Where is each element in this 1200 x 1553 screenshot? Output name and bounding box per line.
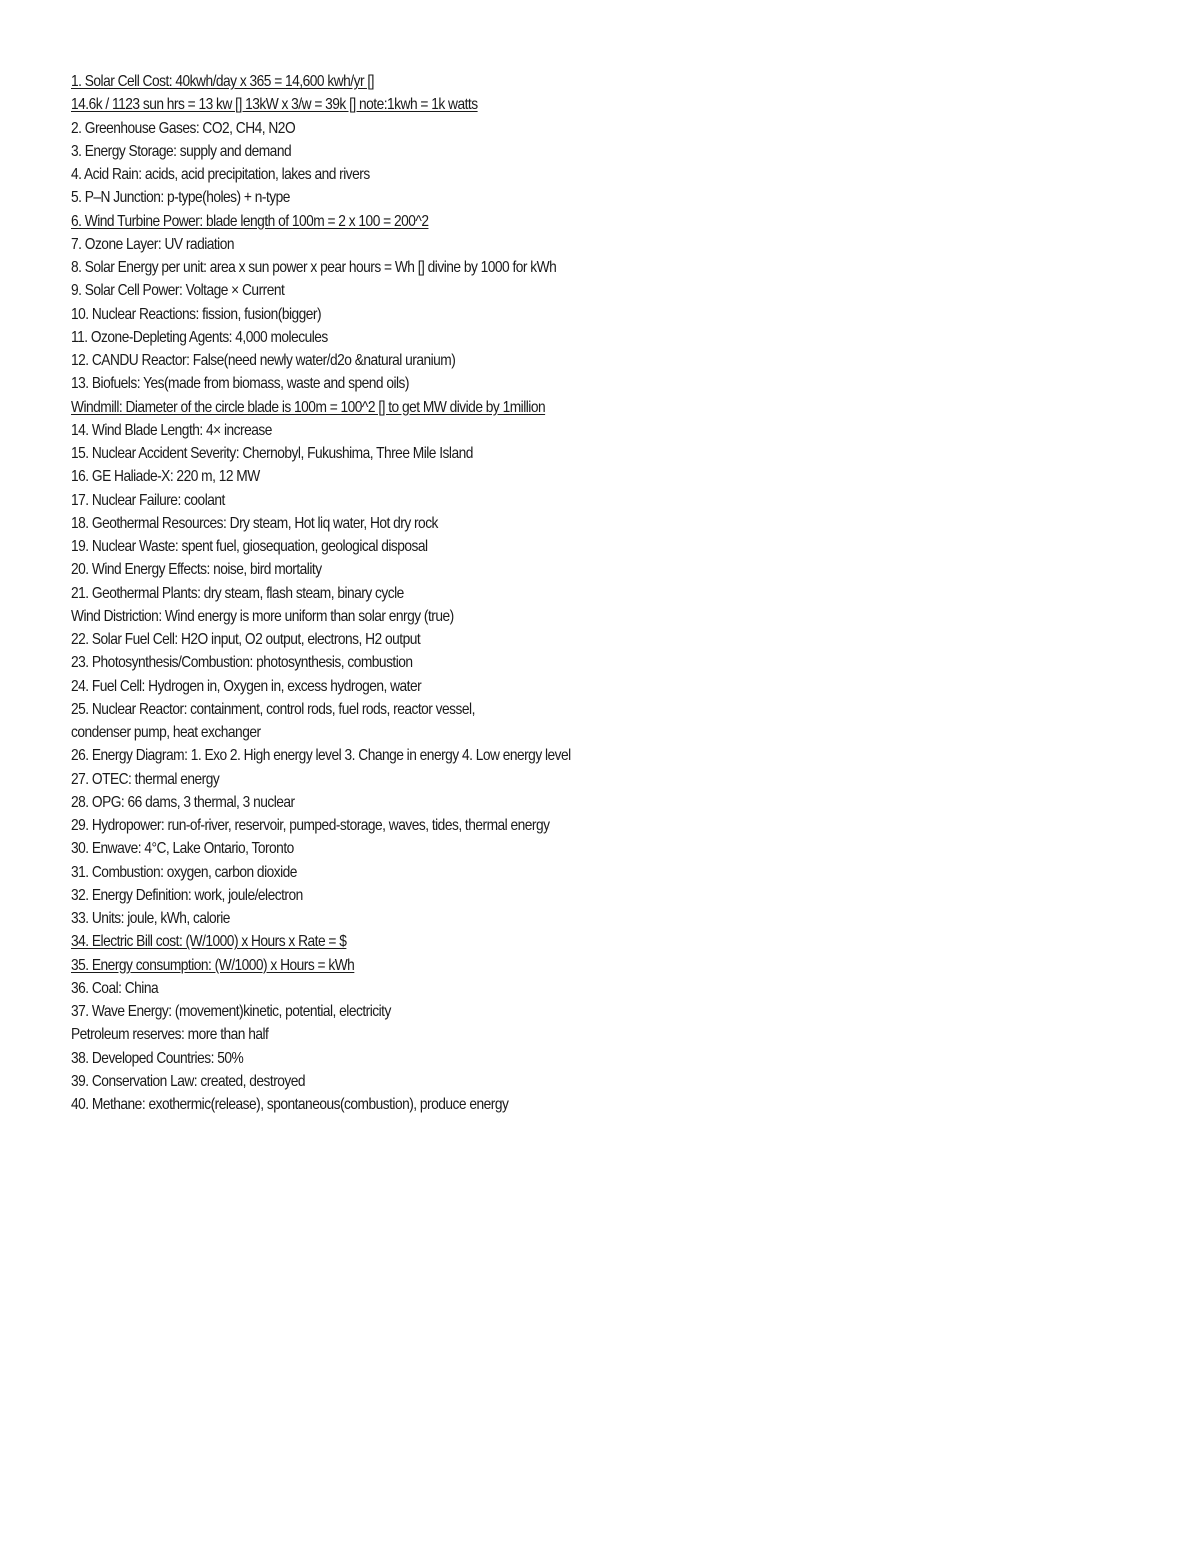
note-line (71, 279, 983, 302)
note-line (71, 396, 983, 419)
note-line (71, 675, 983, 698)
note-line-text: 22. Solar Fuel Cell: H2O input, O2 output, electrons, H2 output (71, 631, 421, 648)
note-line-text: 13. Biofuels: Yes(made from biomass, waste and spend oils) (71, 375, 409, 393)
note-line (71, 837, 983, 860)
note-line (71, 558, 983, 581)
note-line (71, 233, 983, 256)
note-line (71, 1047, 983, 1070)
note-line (71, 326, 983, 349)
note-line (71, 651, 983, 674)
note-line-text: 30. Enwave: 4°C, Lake Ontario, Toronto (71, 840, 294, 858)
note-line-text: 36. Coal: China (71, 979, 159, 997)
note-line (71, 163, 983, 186)
note-line (71, 1023, 983, 1046)
note-line (71, 419, 983, 442)
note-line-text: 8. Solar Energy per unit: area x sun power x pear hours = Wh [] divine by 1000 for kWh (71, 259, 557, 276)
note-line-text: 33. Units: joule, kWh, calorie (71, 910, 230, 927)
note-line-text: 34. Electric Bill cost: (W/1000) x Hours x Rate = $ (71, 933, 347, 951)
note-line (71, 791, 983, 814)
note-line (71, 256, 983, 279)
note-line-text: Wind Distriction: Wind energy is more uniform than solar enrgy (true) (71, 607, 454, 625)
note-line-text: 37. Wave Energy: (movement)kinetic, potential, electricity (71, 1003, 391, 1020)
note-line-text: 31. Combustion: oxygen, carbon dioxide (71, 863, 297, 881)
note-line (71, 210, 983, 233)
note-line-text: 19. Nuclear Waste: spent fuel, giosequation, geological disposal (71, 538, 428, 555)
note-line-text: 25. Nuclear Reactor: containment, control rods, fuel rods, reactor vessel, (71, 700, 475, 718)
note-line-text: 21. Geothermal Plants: dry steam, flash steam, binary cycle (71, 584, 404, 602)
note-line (71, 140, 983, 163)
note-line-text: 9. Solar Cell Power: Voltage × Current (71, 282, 285, 300)
note-line-text: 28. OPG: 66 dams, 3 thermal, 3 nuclear (71, 793, 295, 811)
note-line-text: 23. Photosynthesis/Combustion: photosynthesis, combustion (71, 654, 413, 672)
note-line (71, 628, 983, 651)
note-line (71, 721, 983, 744)
note-line-text: 16. GE Haliade-X: 220 m, 12 MW (71, 468, 260, 486)
note-line-text: Windmill: Diameter of the circle blade is 100m = 100^2 [] to get MW divide by 1million (71, 398, 546, 416)
note-line-text: 6. Wind Turbine Power: blade length of 100m = 2 x 100 = 200^2 (71, 212, 429, 230)
note-line (71, 884, 983, 907)
note-line-text: condenser pump, heat exchanger (71, 724, 261, 741)
note-line (71, 1070, 983, 1093)
note-line (71, 70, 983, 93)
note-line-text: 27. OTEC: thermal energy (71, 770, 220, 788)
note-line (71, 186, 983, 209)
note-line-text: 18. Geothermal Resources: Dry steam, Hot liq water, Hot dry rock (71, 514, 438, 532)
note-line-text: 24. Fuel Cell: Hydrogen in, Oxygen in, excess hydrogen, water (71, 677, 422, 695)
note-line (71, 535, 983, 558)
note-line (71, 512, 983, 535)
note-line-text: 38. Developed Countries: 50% (71, 1049, 244, 1067)
note-line-text: 15. Nuclear Accident Severity: Chernobyl, Fukushima, Three Mile Island (71, 445, 473, 462)
note-line-text: 40. Methane: exothermic(release), spontaneous(combustion), produce energy (71, 1096, 509, 1113)
note-line-text: 11. Ozone-Depleting Agents: 4,000 molecules (71, 328, 328, 346)
note-line (71, 814, 983, 837)
note-line-text: 26. Energy Diagram: 1. Exo 2. High energy level 3. Change in energy 4. Low energy level (71, 747, 571, 765)
note-line-text: 1. Solar Cell Cost: 40kwh/day x 365 = 14,600 kwh/yr [] (71, 73, 374, 90)
note-line (71, 930, 983, 953)
note-line (71, 744, 983, 767)
note-line-text: 32. Energy Definition: work, joule/electron (71, 886, 303, 904)
note-line (71, 349, 983, 372)
note-line-text: 17. Nuclear Failure: coolant (71, 491, 225, 509)
note-line (71, 698, 983, 721)
note-line-text: 39. Conservation Law: created, destroyed (71, 1072, 306, 1090)
note-line-text: 12. CANDU Reactor: False(need newly water/d2o &natural uranium) (71, 352, 456, 369)
note-line-text: 14.6k / 1123 sun hrs = 13 kw [] 13kW x 3/w = 39k [] note:1kwh = 1k watts (71, 96, 478, 114)
note-line-text: Petroleum reserves: more than half (71, 1026, 269, 1044)
note-line-text: 2. Greenhouse Gases: CO2, CH4, N2O (71, 119, 296, 137)
note-line-text: 7. Ozone Layer: UV radiation (71, 235, 235, 253)
note-line-text: 5. P–N Junction: p-type(holes) + n-type (71, 189, 290, 207)
note-line-text: 4. Acid Rain: acids, acid precipitation, lakes and rivers (71, 166, 370, 183)
note-line (71, 605, 983, 628)
note-line (71, 303, 983, 326)
note-line (71, 117, 983, 140)
notes-list (71, 70, 983, 1116)
note-line-text: 14. Wind Blade Length: 4× increase (71, 421, 272, 439)
note-line-text: 20. Wind Energy Effects: noise, bird mortality (71, 561, 322, 579)
note-line (71, 442, 983, 465)
note-line (71, 1093, 983, 1116)
note-line (71, 489, 983, 512)
note-line (71, 861, 983, 884)
note-line (71, 1000, 983, 1023)
note-line (71, 907, 983, 930)
note-line (71, 977, 983, 1000)
note-line (71, 954, 983, 977)
note-line (71, 372, 983, 395)
note-line-text: 10. Nuclear Reactions: fission, fusion(bigger) (71, 305, 322, 323)
note-line-text: 3. Energy Storage: supply and demand (71, 142, 292, 160)
note-line (71, 93, 983, 116)
note-line-text: 35. Energy consumption: (W/1000) x Hours = kWh (71, 956, 355, 974)
note-line-text: 29. Hydropower: run-of-river, reservoir, pumped-storage, waves, tides, thermal energy (71, 817, 550, 834)
note-line (71, 582, 983, 605)
note-line (71, 768, 983, 791)
note-line (71, 465, 983, 488)
